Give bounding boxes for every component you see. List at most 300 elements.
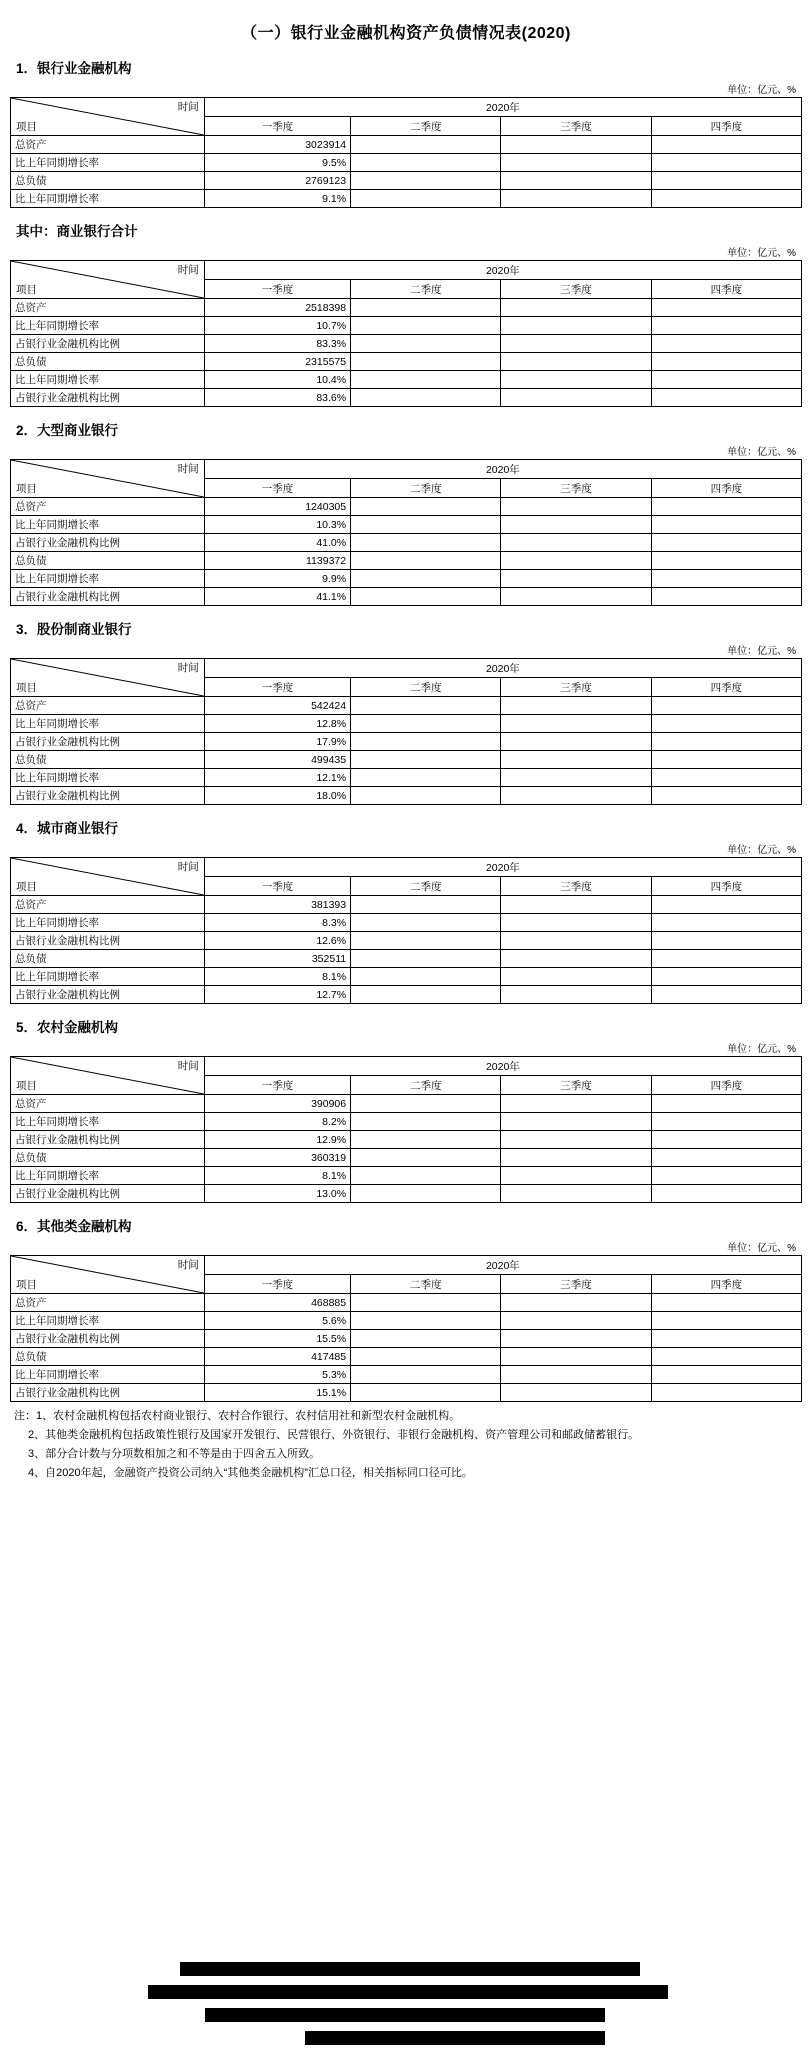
- data-cell: [351, 751, 501, 769]
- data-cell: 12.9%: [204, 1131, 350, 1149]
- header-time-label: 时间: [177, 1060, 199, 1072]
- data-cell: 8.1%: [204, 1167, 350, 1185]
- data-cell: [501, 1312, 651, 1330]
- table-row: [11, 516, 802, 534]
- data-cell: [351, 1167, 501, 1185]
- data-cell: [351, 190, 501, 208]
- table-row: [11, 1294, 802, 1312]
- data-cell: [501, 335, 651, 353]
- table-row: [11, 1095, 802, 1113]
- table-row: [11, 1312, 802, 1330]
- table-header-row: [11, 858, 802, 877]
- diagonal-line-icon: [11, 261, 204, 298]
- row-label: 占银行业金融机构比例: [11, 534, 205, 552]
- table-row: [11, 317, 802, 335]
- data-table: [10, 459, 802, 606]
- header-quarter-label: 二季度: [351, 280, 501, 299]
- table-header-row: [11, 1057, 802, 1076]
- section-heading: 6．其他类金融机构: [16, 1219, 132, 1234]
- data-cell: [651, 715, 801, 733]
- data-cell: [351, 1366, 501, 1384]
- data-cell: [351, 353, 501, 371]
- diagonal-line-icon: [11, 98, 204, 135]
- data-cell: 2518398: [204, 299, 350, 317]
- data-cell: [651, 552, 801, 570]
- table-row: [11, 968, 802, 986]
- data-cell: 41.0%: [204, 534, 350, 552]
- note-item: 3、部分合计数与分项数相加之和不等是由于四舍五入所致。: [28, 1448, 321, 1461]
- data-table: [10, 658, 802, 805]
- header-quarter-label: 二季度: [351, 1076, 501, 1095]
- data-cell: [501, 371, 651, 389]
- corner-split-header: [11, 98, 205, 136]
- data-cell: [501, 1131, 651, 1149]
- table-row: [11, 715, 802, 733]
- data-cell: [651, 389, 801, 407]
- data-cell: 5.6%: [204, 1312, 350, 1330]
- data-cell: [351, 715, 501, 733]
- data-cell: 12.6%: [204, 932, 350, 950]
- data-cell: [651, 1167, 801, 1185]
- section-heading: 2．大型商业银行: [16, 423, 119, 438]
- table-row: [11, 1131, 802, 1149]
- table-row: [11, 1348, 802, 1366]
- row-label: 比上年同期增长率: [11, 1113, 205, 1131]
- data-cell: 10.4%: [204, 371, 350, 389]
- data-cell: [501, 787, 651, 805]
- data-cell: [651, 190, 801, 208]
- data-cell: [351, 335, 501, 353]
- data-cell: [351, 1131, 501, 1149]
- table-row: [11, 769, 802, 787]
- data-cell: 12.1%: [204, 769, 350, 787]
- header-quarter-label: 二季度: [351, 117, 501, 136]
- data-cell: 1240305: [204, 498, 350, 516]
- data-cell: 15.1%: [204, 1384, 350, 1402]
- table-row: [11, 1113, 802, 1131]
- data-cell: [501, 317, 651, 335]
- unit-label: 单位：亿元、%: [727, 248, 796, 259]
- data-cell: 542424: [204, 697, 350, 715]
- table-row: [11, 588, 802, 606]
- data-cell: [351, 498, 501, 516]
- data-cell: [351, 172, 501, 190]
- data-cell: [501, 769, 651, 787]
- table-row: [11, 172, 802, 190]
- table-row: [11, 190, 802, 208]
- header-quarter-label: 四季度: [651, 1275, 801, 1294]
- diagonal-line-icon: [11, 659, 204, 696]
- header-quarter-label: 三季度: [501, 117, 651, 136]
- data-cell: [351, 1294, 501, 1312]
- header-quarter-label: 一季度: [204, 877, 350, 896]
- data-cell: [351, 371, 501, 389]
- data-cell: [651, 154, 801, 172]
- table-row: [11, 534, 802, 552]
- data-table: [10, 97, 802, 208]
- table-row: [11, 552, 802, 570]
- data-cell: [501, 1095, 651, 1113]
- header-quarter-label: 三季度: [501, 678, 651, 697]
- data-cell: [651, 1348, 801, 1366]
- unit-label: 单位：亿元、%: [727, 646, 796, 657]
- data-cell: [351, 896, 501, 914]
- data-cell: [651, 1384, 801, 1402]
- data-cell: [501, 552, 651, 570]
- redaction-bar: [305, 2031, 605, 2045]
- data-cell: [501, 389, 651, 407]
- data-cell: [351, 769, 501, 787]
- table-section: [10, 618, 802, 805]
- row-label: 比上年同期增长率: [11, 190, 205, 208]
- header-quarter-label: 二季度: [351, 678, 501, 697]
- table-row: [11, 1366, 802, 1384]
- note-item: 注：1、农村金融机构包括农村商业银行、农村合作银行、农村信用社和新型农村金融机构。: [14, 1410, 461, 1422]
- table-row: [11, 371, 802, 389]
- table-row: [11, 498, 802, 516]
- header-quarter-label: 四季度: [651, 1076, 801, 1095]
- data-cell: 18.0%: [204, 787, 350, 805]
- data-cell: [501, 1366, 651, 1384]
- table-section: [10, 419, 802, 606]
- corner-split-header: [11, 858, 205, 896]
- data-cell: [651, 1185, 801, 1203]
- data-cell: 1139372: [204, 552, 350, 570]
- header-quarter-label: 一季度: [204, 1275, 350, 1294]
- data-cell: [501, 570, 651, 588]
- data-cell: [651, 498, 801, 516]
- header-quarter-label: 四季度: [651, 877, 801, 896]
- data-cell: [501, 751, 651, 769]
- row-label: 占银行业金融机构比例: [11, 733, 205, 751]
- corner-split-header: [11, 460, 205, 498]
- section-heading: 3．股份制商业银行: [16, 622, 132, 637]
- header-item-label: 项目: [16, 121, 37, 133]
- data-cell: [351, 787, 501, 805]
- header-time-label: 时间: [177, 463, 199, 475]
- data-cell: [351, 534, 501, 552]
- unit-label: 单位：亿元、%: [727, 85, 796, 96]
- data-cell: [351, 986, 501, 1004]
- row-label: 比上年同期增长率: [11, 1167, 205, 1185]
- data-cell: [651, 697, 801, 715]
- data-cell: [351, 914, 501, 932]
- data-cell: [351, 136, 501, 154]
- data-cell: [501, 715, 651, 733]
- data-cell: 83.3%: [204, 335, 350, 353]
- data-cell: [351, 570, 501, 588]
- data-cell: 15.5%: [204, 1330, 350, 1348]
- data-cell: [501, 932, 651, 950]
- header-quarter-label: 一季度: [204, 280, 350, 299]
- data-cell: [651, 1113, 801, 1131]
- table-row: [11, 335, 802, 353]
- row-label: 占银行业金融机构比例: [11, 986, 205, 1004]
- data-cell: [651, 299, 801, 317]
- table-row: [11, 353, 802, 371]
- data-cell: 13.0%: [204, 1185, 350, 1203]
- data-cell: 381393: [204, 896, 350, 914]
- corner-split-header: [11, 261, 205, 299]
- data-cell: 17.9%: [204, 733, 350, 751]
- row-label: 总负债: [11, 1149, 205, 1167]
- header-quarter-label: 四季度: [651, 479, 801, 498]
- data-cell: [651, 932, 801, 950]
- data-cell: [351, 950, 501, 968]
- data-cell: [651, 588, 801, 606]
- row-label: 比上年同期增长率: [11, 1366, 205, 1384]
- section-heading: 5．农村金融机构: [16, 1020, 119, 1035]
- data-cell: [651, 1312, 801, 1330]
- corner-split-header: [11, 1256, 205, 1294]
- table-section: [10, 1215, 802, 1402]
- data-cell: [651, 353, 801, 371]
- row-label: 占银行业金融机构比例: [11, 588, 205, 606]
- data-cell: [351, 1312, 501, 1330]
- data-cell: [651, 986, 801, 1004]
- data-cell: [501, 968, 651, 986]
- header-year-label: 2020年: [204, 460, 801, 479]
- data-cell: [501, 1294, 651, 1312]
- row-label: 比上年同期增长率: [11, 715, 205, 733]
- table-row: [11, 1330, 802, 1348]
- data-cell: [351, 299, 501, 317]
- data-cell: 83.6%: [204, 389, 350, 407]
- data-cell: 2769123: [204, 172, 350, 190]
- header-item-label: 项目: [16, 682, 37, 694]
- table-row: [11, 1185, 802, 1203]
- table-row: [11, 733, 802, 751]
- header-year-label: 2020年: [204, 1256, 801, 1275]
- diagonal-line-icon: [11, 1057, 204, 1094]
- page-title: （一）银行业金融机构资产负债情况表(2020): [241, 25, 571, 42]
- data-cell: [501, 1113, 651, 1131]
- table-row: [11, 389, 802, 407]
- diagonal-line-icon: [11, 858, 204, 895]
- data-cell: 2315575: [204, 353, 350, 371]
- row-label: 总负债: [11, 1348, 205, 1366]
- row-label: 占银行业金融机构比例: [11, 1330, 205, 1348]
- header-time-label: 时间: [177, 662, 199, 674]
- header-quarter-label: 二季度: [351, 1275, 501, 1294]
- data-cell: [651, 1095, 801, 1113]
- data-cell: [501, 190, 651, 208]
- header-quarter-label: 一季度: [204, 1076, 350, 1095]
- data-cell: [651, 1149, 801, 1167]
- redaction-bar: [148, 1985, 668, 1999]
- data-cell: [501, 733, 651, 751]
- table-row: [11, 1167, 802, 1185]
- notes-block: [10, 1408, 802, 1482]
- unit-label: 单位：亿元、%: [727, 845, 796, 856]
- table-section: [10, 1016, 802, 1203]
- data-cell: 8.3%: [204, 914, 350, 932]
- header-quarter-label: 一季度: [204, 479, 350, 498]
- data-cell: [651, 516, 801, 534]
- data-cell: [351, 932, 501, 950]
- data-cell: [351, 154, 501, 172]
- table-row: [11, 751, 802, 769]
- data-cell: [651, 950, 801, 968]
- data-cell: [651, 787, 801, 805]
- header-item-label: 项目: [16, 881, 37, 893]
- data-cell: [651, 733, 801, 751]
- row-label: 比上年同期增长率: [11, 914, 205, 932]
- data-cell: [501, 1330, 651, 1348]
- data-cell: [501, 697, 651, 715]
- row-label: 总资产: [11, 498, 205, 516]
- header-quarter-label: 四季度: [651, 678, 801, 697]
- data-table: [10, 260, 802, 407]
- row-label: 比上年同期增长率: [11, 371, 205, 389]
- header-year-label: 2020年: [204, 261, 801, 280]
- data-cell: [651, 1294, 801, 1312]
- data-cell: 468885: [204, 1294, 350, 1312]
- data-cell: [501, 1167, 651, 1185]
- data-cell: [501, 172, 651, 190]
- data-cell: [351, 1113, 501, 1131]
- data-cell: 499435: [204, 751, 350, 769]
- data-cell: [651, 136, 801, 154]
- table-row: [11, 932, 802, 950]
- data-cell: [651, 335, 801, 353]
- table-row: [11, 1149, 802, 1167]
- unit-label: 单位：亿元、%: [727, 1243, 796, 1254]
- row-label: 比上年同期增长率: [11, 516, 205, 534]
- data-cell: 390906: [204, 1095, 350, 1113]
- data-cell: 360319: [204, 1149, 350, 1167]
- data-cell: [501, 950, 651, 968]
- data-cell: [501, 154, 651, 172]
- header-quarter-label: 三季度: [501, 877, 651, 896]
- table-row: [11, 299, 802, 317]
- row-label: 占银行业金融机构比例: [11, 1384, 205, 1402]
- row-label: 总负债: [11, 552, 205, 570]
- diagonal-line-icon: [11, 460, 204, 497]
- data-cell: 41.1%: [204, 588, 350, 606]
- table-row: [11, 896, 802, 914]
- section-heading: 1．银行业金融机构: [16, 61, 132, 76]
- diagonal-line-icon: [11, 1256, 204, 1293]
- row-label: 总资产: [11, 299, 205, 317]
- table-header-row: [11, 659, 802, 678]
- header-quarter-label: 二季度: [351, 877, 501, 896]
- data-cell: [351, 588, 501, 606]
- data-cell: 417485: [204, 1348, 350, 1366]
- header-year-label: 2020年: [204, 659, 801, 678]
- data-cell: [501, 1384, 651, 1402]
- table-row: [11, 787, 802, 805]
- header-item-label: 项目: [16, 483, 37, 495]
- data-cell: [651, 1330, 801, 1348]
- row-label: 占银行业金融机构比例: [11, 1185, 205, 1203]
- data-cell: [651, 1366, 801, 1384]
- table-row: [11, 914, 802, 932]
- data-cell: [351, 968, 501, 986]
- table-row: [11, 570, 802, 588]
- data-cell: [501, 498, 651, 516]
- data-cell: [351, 1149, 501, 1167]
- row-label: 比上年同期增长率: [11, 570, 205, 588]
- table-header-row: [11, 261, 802, 280]
- header-item-label: 项目: [16, 1279, 37, 1291]
- data-cell: [351, 697, 501, 715]
- data-cell: 12.8%: [204, 715, 350, 733]
- data-table: [10, 857, 802, 1004]
- data-table: [10, 1056, 802, 1203]
- data-cell: [501, 534, 651, 552]
- data-cell: [651, 172, 801, 190]
- table-header-row: [11, 460, 802, 479]
- row-label: 总负债: [11, 172, 205, 190]
- data-cell: [351, 1095, 501, 1113]
- row-label: 占银行业金融机构比例: [11, 1131, 205, 1149]
- data-cell: [351, 1330, 501, 1348]
- table-row: [11, 986, 802, 1004]
- row-label: 总负债: [11, 950, 205, 968]
- data-cell: [501, 1185, 651, 1203]
- header-year-label: 2020年: [204, 98, 801, 117]
- table-section: [10, 220, 802, 407]
- table-row: [11, 950, 802, 968]
- row-label: 比上年同期增长率: [11, 769, 205, 787]
- header-quarter-label: 三季度: [501, 1275, 651, 1294]
- data-cell: [651, 769, 801, 787]
- header-time-label: 时间: [177, 101, 199, 113]
- data-cell: 8.2%: [204, 1113, 350, 1131]
- data-cell: [351, 516, 501, 534]
- unit-label: 单位：亿元、%: [727, 1044, 796, 1055]
- row-label: 总资产: [11, 1294, 205, 1312]
- data-cell: 352511: [204, 950, 350, 968]
- section-heading: 其中：商业银行合计: [16, 224, 138, 239]
- header-year-label: 2020年: [204, 1057, 801, 1076]
- row-label: 总负债: [11, 751, 205, 769]
- data-cell: 10.7%: [204, 317, 350, 335]
- data-cell: 5.3%: [204, 1366, 350, 1384]
- data-cell: 3023914: [204, 136, 350, 154]
- header-time-label: 时间: [177, 1259, 199, 1271]
- table-row: [11, 1384, 802, 1402]
- redaction-bar: [205, 2008, 605, 2022]
- row-label: 比上年同期增长率: [11, 968, 205, 986]
- data-cell: [651, 534, 801, 552]
- row-label: 总资产: [11, 1095, 205, 1113]
- data-cell: 9.9%: [204, 570, 350, 588]
- table-section: [10, 57, 802, 208]
- table-header-row: [11, 1256, 802, 1275]
- row-label: 占银行业金融机构比例: [11, 335, 205, 353]
- row-label: 总资产: [11, 896, 205, 914]
- data-cell: [651, 371, 801, 389]
- data-cell: 9.5%: [204, 154, 350, 172]
- row-label: 比上年同期增长率: [11, 1312, 205, 1330]
- header-time-label: 时间: [177, 264, 199, 276]
- corner-split-header: [11, 659, 205, 697]
- data-cell: 10.3%: [204, 516, 350, 534]
- header-quarter-label: 三季度: [501, 280, 651, 299]
- header-quarter-label: 三季度: [501, 479, 651, 498]
- data-cell: [651, 317, 801, 335]
- data-cell: [651, 751, 801, 769]
- data-cell: [501, 588, 651, 606]
- data-table: [10, 1255, 802, 1402]
- data-cell: [351, 552, 501, 570]
- row-label: 比上年同期增长率: [11, 317, 205, 335]
- row-label: 总负债: [11, 353, 205, 371]
- data-cell: [501, 986, 651, 1004]
- corner-split-header: [11, 1057, 205, 1095]
